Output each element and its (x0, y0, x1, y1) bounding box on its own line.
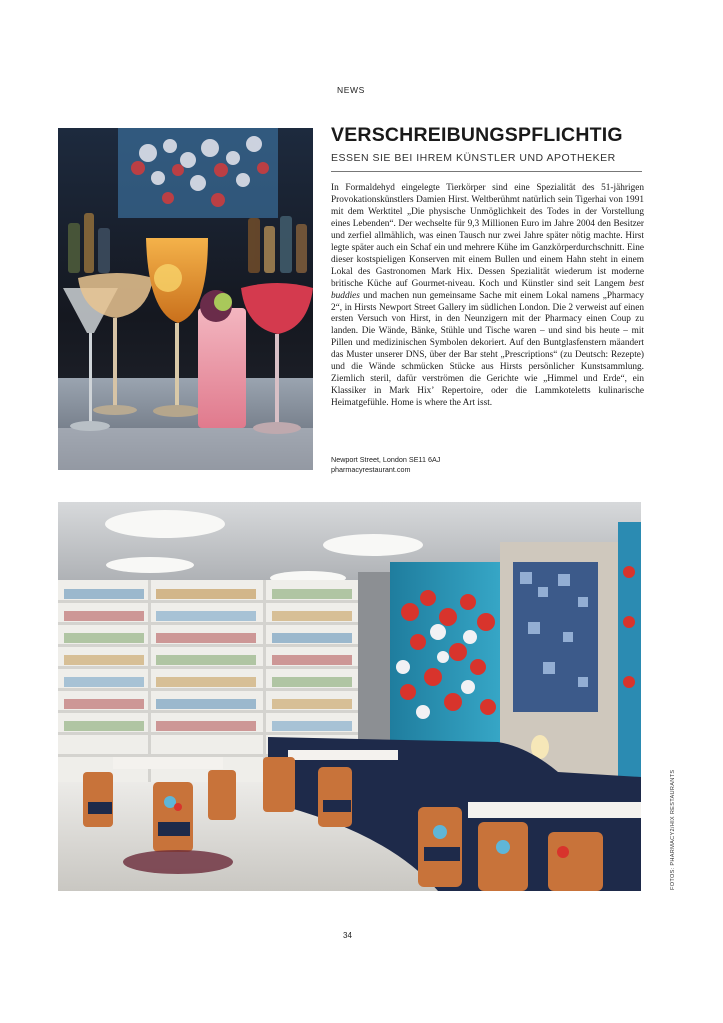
page-number: 34 (343, 931, 352, 940)
address-street: Newport Street, London SE11 6AJ (331, 455, 441, 464)
body-text-part2: und machen nun gemeinsame Sache mit einem Lokal namens „Pharmacy 2“, in Hirsts Newport Street Gallery im südlichen London. Die 2 verweist auf einen ersten Versuch von Hirst, in den Neunzigern mit der Pharmacy einen Coup zu landen. Die Wände, Bänke, Stühle und Tische waren – und sind bis heute – mit Pillen und medizinischen Symbolen dekoriert. Auf den Buntglasfenstern mäandert das Muster unserer DNS, über der Bar steht „Prescriptions“ (zu Deutsch: Rezepte) und die Wände schmücken Stücke aus Hirsts persönlicher Kunstsammlung. Ziemlich steril, dafür verströmen die Gerichte wie „Himmel und Erde“, ein Klassiker in Mark Hix’ Repertoire, oder die Lammkoteletts kulinarische Heimatgefühle. Home is where the Art isst. (331, 290, 644, 409)
article-body (331, 183, 644, 410)
restaurant-interior-photo (58, 502, 641, 891)
headline-divider (331, 171, 642, 172)
address-block (331, 455, 440, 474)
headline: VERSCHREIBUNGSPFLICHTIG (331, 124, 623, 146)
body-text-italic: best buddies (331, 278, 644, 301)
address-website: pharmacyrestaurant.com (331, 464, 411, 474)
subheadline: ESSEN SIE BEI IHREM KÜNSTLER UND APOTHEKER (331, 152, 616, 164)
cocktails-photo (58, 128, 313, 470)
section-label: NEWS (337, 85, 365, 95)
photo-credit: FOTOS: PHARMACY2/HIX RESTAURANTS (670, 769, 676, 890)
body-text-part1: In Formaldehyd eingelegte Tierkörper sind eine Spezialität des 51-jährigen Provokationskünstlers Damien Hirst. Weltberühmt natürlich sein Tigerhai von 1991 mit dem Werktitel „Die physische Unmöglichkeit des Todes in der Vorstellung eines Lebenden“. Der wechselte für 9,3 Millionen Euro im Jahre 2004 den Besitzer und zerfiel allmählich, was einen Tausch nur zwei Jahre später nötig machte. Hirst legte später auch ein Schaf ein und mehrere Kühe im Ganzkörperdurchschnitt. Eine dieser kostspieligen Konserven mit einem Bullen und einem Hahn steht in einem Lokal des Gastronomen Mark Hix. Dessen Spezialität wiederum ist moderne britische Küche auf Gourmet-niveau. Koch und Künstler sind seit Langem (331, 183, 644, 289)
